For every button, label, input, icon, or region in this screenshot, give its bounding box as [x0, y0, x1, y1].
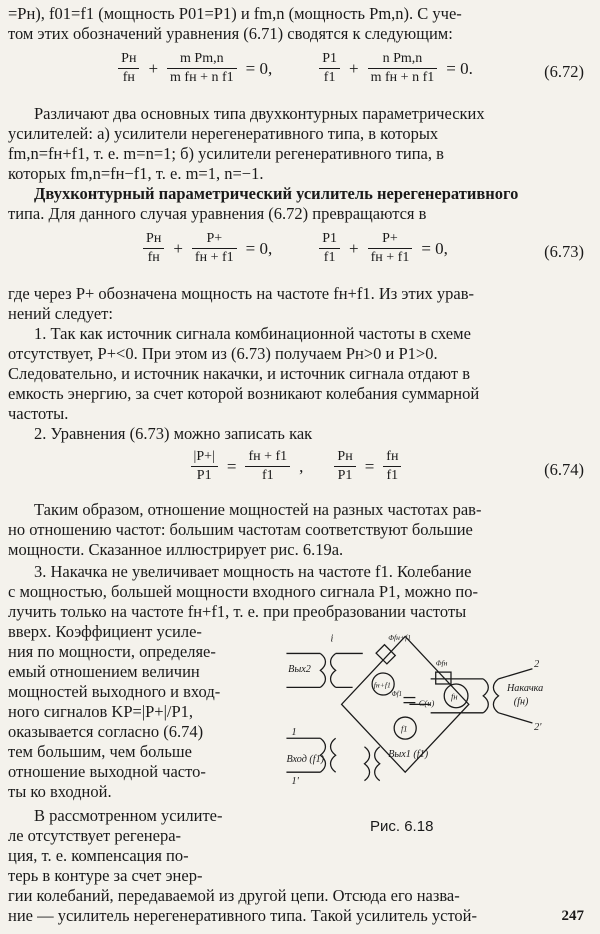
- text-line: Различают два основных типа двухконтурных параметрических: [34, 104, 485, 123]
- text-line: лучить только на частоте fн+f1, т. е. при преобразовании частоты: [8, 602, 467, 621]
- text-line: типа. Для данного случая уравнения (6.72) превращаются в: [8, 204, 427, 223]
- label-out2: Вых2: [288, 664, 311, 676]
- label-out1: Вых1 (f1): [388, 748, 429, 760]
- text-line: ного сигналов KP=|P+|/P1,: [8, 702, 194, 721]
- label-terminal-2p: 2': [534, 721, 542, 733]
- text-line: отсутствует, P+<0. При этом из (6.73) получаем Pн>0 и P1>0.: [8, 344, 438, 363]
- text-line: которых fm,n=fн−f1, т. е. m=1, n=−1.: [8, 164, 264, 183]
- equation-6-72: $\frac{Pн}{fн}$ + $\frac{\text{m Pm,n}}{\text{m fн + n f1}}$ = 0, $\frac{P1}{f1}$ + $\frac{\text{n Pm,n}}{\text{m fн + n f1}}$ = 0. (6.72): [8, 50, 584, 94]
- label-cap: C(u): [418, 698, 435, 709]
- text-line: где через P+ обозначена мощность на частоте fн+f1. Из этих урав-: [8, 284, 475, 303]
- input-coil-secondary: [331, 738, 336, 772]
- circuit-diagram: [262, 628, 584, 818]
- label-pump-f: (fн): [513, 696, 529, 708]
- label-fn: fн: [450, 691, 458, 702]
- text-line: В рассмотренном усилите-: [34, 806, 223, 825]
- text-line: ты ко входной.: [8, 782, 112, 801]
- text-line: вверх. Коэффициент усиле-: [8, 622, 202, 641]
- label-sum-f: fн+f1: [373, 680, 391, 690]
- text-line: емкость энергию, за счет которой возникают колебания суммарной: [8, 384, 480, 403]
- text-line: 3. Накачка не увеличивает мощность на частоте f1. Колебание: [34, 562, 472, 581]
- label-phi-top: Φfн+f1: [388, 632, 412, 642]
- output2-coil-secondary: [331, 653, 336, 687]
- label-f1: f1: [400, 723, 408, 734]
- text-line: мощности. Сказанное иллюстрирует рис. 6.19а.: [8, 540, 344, 559]
- text-line: 1. Так как источник сигнала комбинационной частоты в схеме: [34, 324, 471, 343]
- text-line: тем большим, чем больше: [8, 742, 192, 761]
- text-line: усилителей: а) усилители нерегенеративного типа, в которых: [8, 124, 439, 143]
- text-line: ция, т. е. компенсация по-: [8, 846, 189, 865]
- text-line: ния по мощности, определяе-: [8, 642, 216, 661]
- text-line: нений следует:: [8, 304, 113, 323]
- label-terminal-2: 2: [534, 659, 540, 671]
- text-line: ние — усилитель нерегенеративного типа. Такой усилитель устой-: [8, 906, 478, 925]
- sum-filter: [376, 645, 395, 664]
- text-line: терь в контуре за счет энер-: [8, 866, 203, 885]
- text-line: с мощностью, большей мощности входного сигнала P1, можно по-: [8, 582, 478, 601]
- text-line: том этих обозначений уравнения (6.71) сводятся к следующим:: [8, 24, 453, 43]
- equation-6-73: $\frac{Pн}{fн}$ + $\frac{P+}{fн + f1}$ = 0, $\frac{P1}{f1}$ + $\frac{P+}{fн + f1}$ = 0, (6.73): [8, 230, 584, 274]
- text-line: но отношению частот: большим частотам соответствуют большие: [8, 520, 473, 539]
- text-line: оказывается согласно (6.74): [8, 722, 204, 741]
- text-line: Следовательно, и источник накачки, и источник сигнала отдают в: [8, 364, 470, 383]
- text-line: =Pн), f01=f1 (мощность P01=P1) и fm,n (мощность Pm,n). С уче-: [8, 4, 462, 23]
- output2-coil: [320, 653, 325, 687]
- section-heading: Двухконтурный параметрический усилитель нерегенеративного: [34, 184, 519, 203]
- output1-coil: [364, 747, 369, 781]
- label-terminal-1: 1: [291, 726, 297, 738]
- text-line: 2. Уравнения (6.73) можно записать как: [34, 424, 313, 443]
- label-phi-mid: Φf1: [391, 690, 403, 698]
- text-line: Таким образом, отношение мощностей на разных частотах рав-: [34, 500, 482, 519]
- label-pump: Накачка: [506, 682, 544, 694]
- text-line: ле отсутствует регенера-: [8, 826, 182, 845]
- equation-number: (6.74): [544, 460, 584, 479]
- equation-number: (6.72): [544, 62, 584, 81]
- text-line: отношение выходной часто-: [8, 762, 206, 781]
- label-phi-right: Φfн: [435, 658, 448, 668]
- text-line: мощностей выходного и вход-: [8, 682, 221, 701]
- label-in: Вход (f1): [286, 754, 325, 766]
- pump-coil: [483, 679, 488, 713]
- label-top-mark: i: [330, 633, 334, 645]
- pump-coil-secondary: [493, 679, 498, 713]
- output1-coil-secondary: [375, 747, 380, 781]
- text-line: частоты.: [8, 404, 69, 423]
- figure-caption: Рис. 6.18: [370, 818, 434, 835]
- label-terminal-1p: 1': [291, 776, 299, 788]
- equation-6-74: $\frac{|P+|}{P1}$ = $\frac{fн + f1}{f1}$ , $\frac{Pн}{P1}$ = $\frac{fн}{f1}$ (6.74): [8, 448, 584, 492]
- text-line: гии колебаний, передаваемой из другой цепи. Отсюда его назва-: [8, 886, 460, 905]
- equation-number: (6.73): [544, 242, 584, 261]
- text-line: fm,n=fн+f1, т. е. m=n=1; б) усилители регенеративного типа, в: [8, 144, 444, 163]
- text-line: емый отношением величин: [8, 662, 200, 681]
- page-number: 247: [561, 908, 584, 924]
